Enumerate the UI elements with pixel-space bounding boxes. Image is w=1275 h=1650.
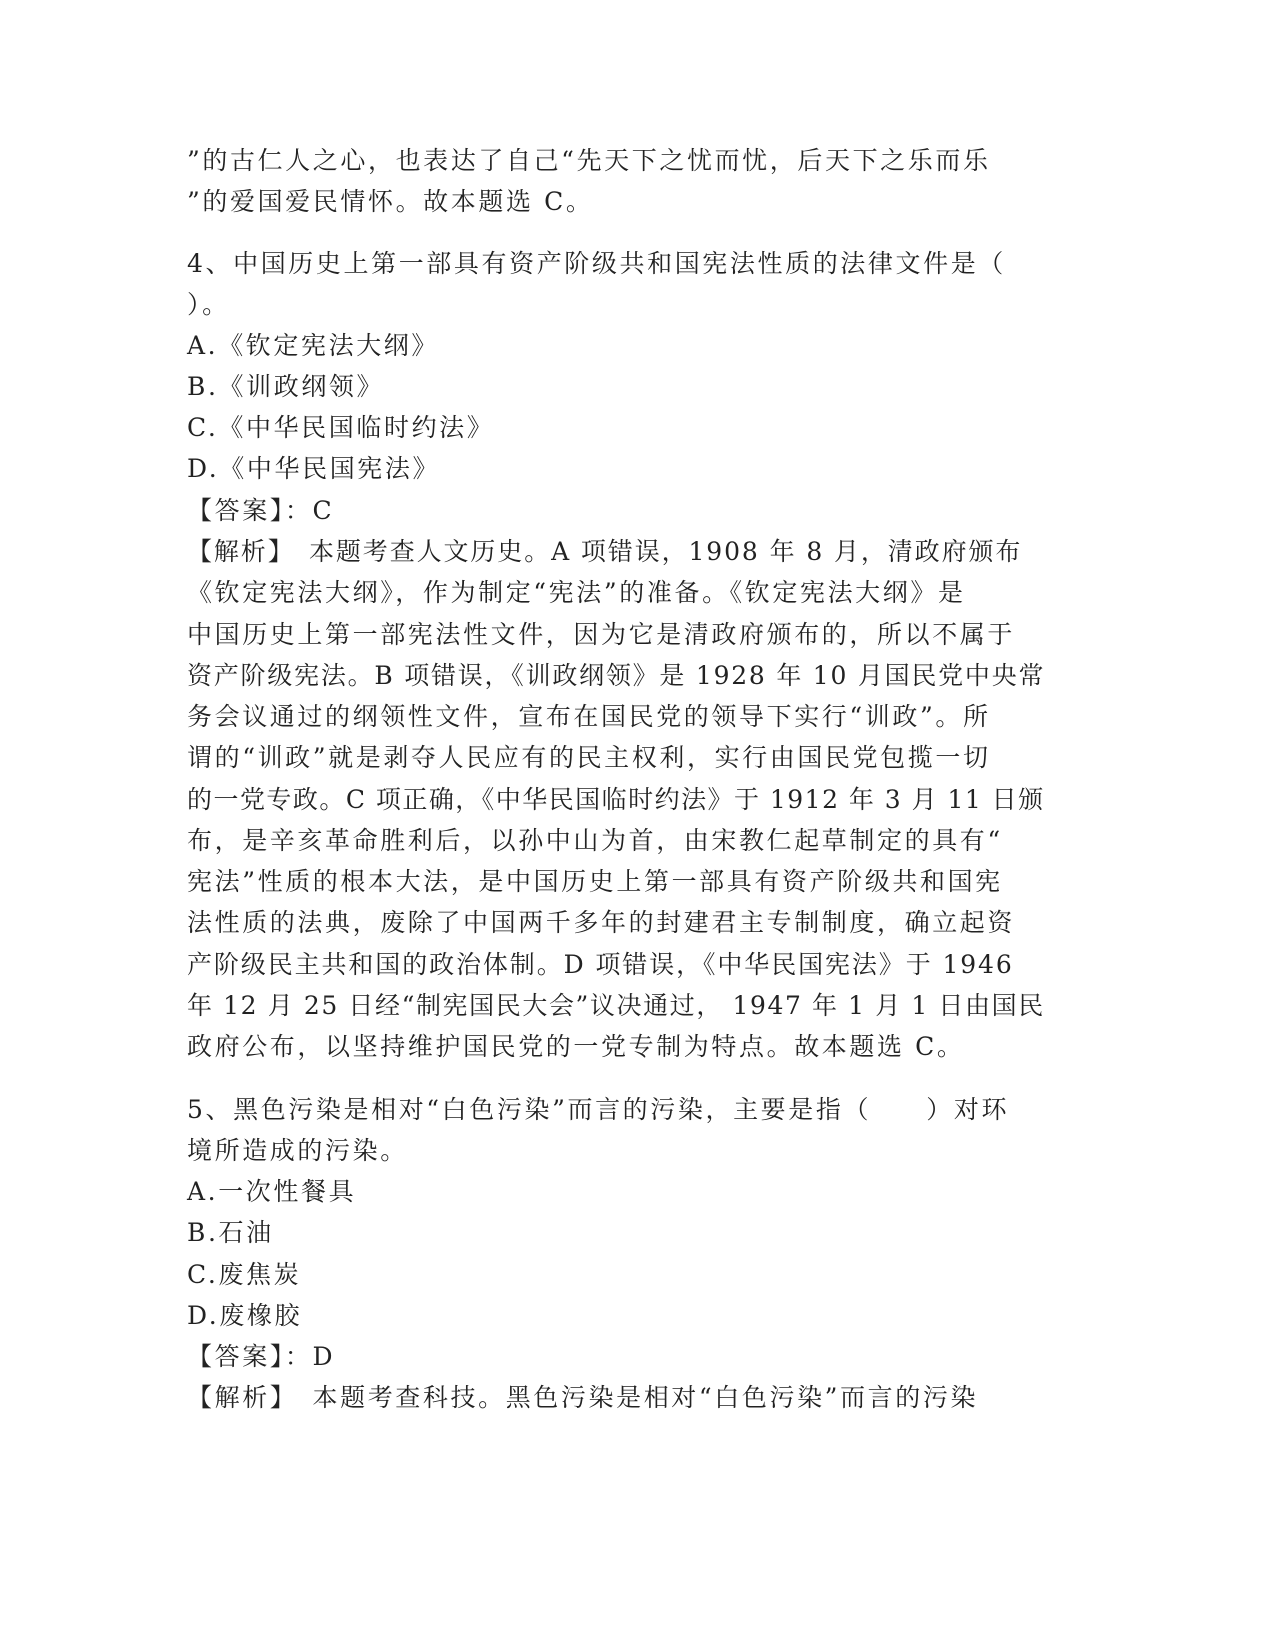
answer-label: 【答案】：D <box>187 1342 336 1371</box>
question-5-stem: 5、黑色污染是相对“白色污染”而言的污染，主要是指（ ）对环 <box>187 1095 1010 1124</box>
explanation-line: 《钦定宪法大纲》，作为制定“宪法”的准备。《钦定宪法大纲》是 <box>187 578 966 607</box>
answer-label: 【答案】：C <box>187 496 335 525</box>
explanation-line: 【解析】 本题考查人文历史。A 项错误，1908 年 8 月，清政府颁布 <box>187 537 1023 566</box>
option-d: D.废橡胶 <box>187 1301 303 1330</box>
option-a: A.《钦定宪法大纲》 <box>187 331 440 360</box>
option-a: A.一次性餐具 <box>187 1177 357 1206</box>
question-4-stem: ）。 <box>187 290 230 319</box>
explanation-line: 资产阶级宪法。B 项错误，《训政纲领》是 1928 年 10 月国民党中央常 <box>187 661 1046 690</box>
explanation-line: 宪法”性质的根本大法，是中国历史上第一部具有资产阶级共和国宪 <box>187 867 1003 896</box>
explanation-line: 务会议通过的纲领性文件，宣布在国民党的领导下实行“训政”。所 <box>187 702 991 731</box>
option-c: C.废焦炭 <box>187 1260 302 1289</box>
explanation-line: 年 12 月 25 日经“制宪国民大会”议决通过， 1947 年 1 月 1 日由国民 <box>187 991 1045 1020</box>
text-line: ”的爱国爱民情怀。故本题选 C。 <box>187 187 594 216</box>
question-4-stem: 4、中国历史上第一部具有资产阶级共和国宪法性质的法律文件是（ <box>187 249 1006 278</box>
option-d: D.《中华民国宪法》 <box>187 454 441 483</box>
explanation-line: 产阶级民主共和国的政治体制。D 项错误，《中华民国宪法》于 1946 <box>187 950 1014 979</box>
question-5-stem: 境所造成的污染。 <box>187 1136 408 1165</box>
explanation-line: 法性质的法典，废除了中国两千多年的封建君主专制制度，确立起资 <box>187 908 1016 937</box>
option-c: C.《中华民国临时约法》 <box>187 413 495 442</box>
explanation-line: 布，是辛亥革命胜利后，以孙中山为首，由宋教仁起草制定的具有“ <box>187 826 1003 855</box>
explanation-line: 【解析】 本题考查科技。黑色污染是相对“白色污染”而言的污染 <box>187 1383 979 1412</box>
option-b: B.《训政纲领》 <box>187 372 385 401</box>
option-b: B.石油 <box>187 1218 274 1247</box>
explanation-line: 中国历史上第一部宪法性文件，因为它是清政府颁布的，所以不属于 <box>187 620 1016 649</box>
explanation-line: 谓的“训政”就是剥夺人民应有的民主权利，实行由国民党包揽一切 <box>187 743 991 772</box>
explanation-line: 政府公布，以坚持维护国民党的一党专制为特点。故本题选 C。 <box>187 1032 965 1061</box>
explanation-line: 的一党专政。C 项正确，《中华民国临时约法》于 1912 年 3 月 11 日颁 <box>187 785 1045 814</box>
text-line: ”的古仁人之心，也表达了自己“先天下之忧而忧，后天下之乐而乐 <box>187 146 991 175</box>
